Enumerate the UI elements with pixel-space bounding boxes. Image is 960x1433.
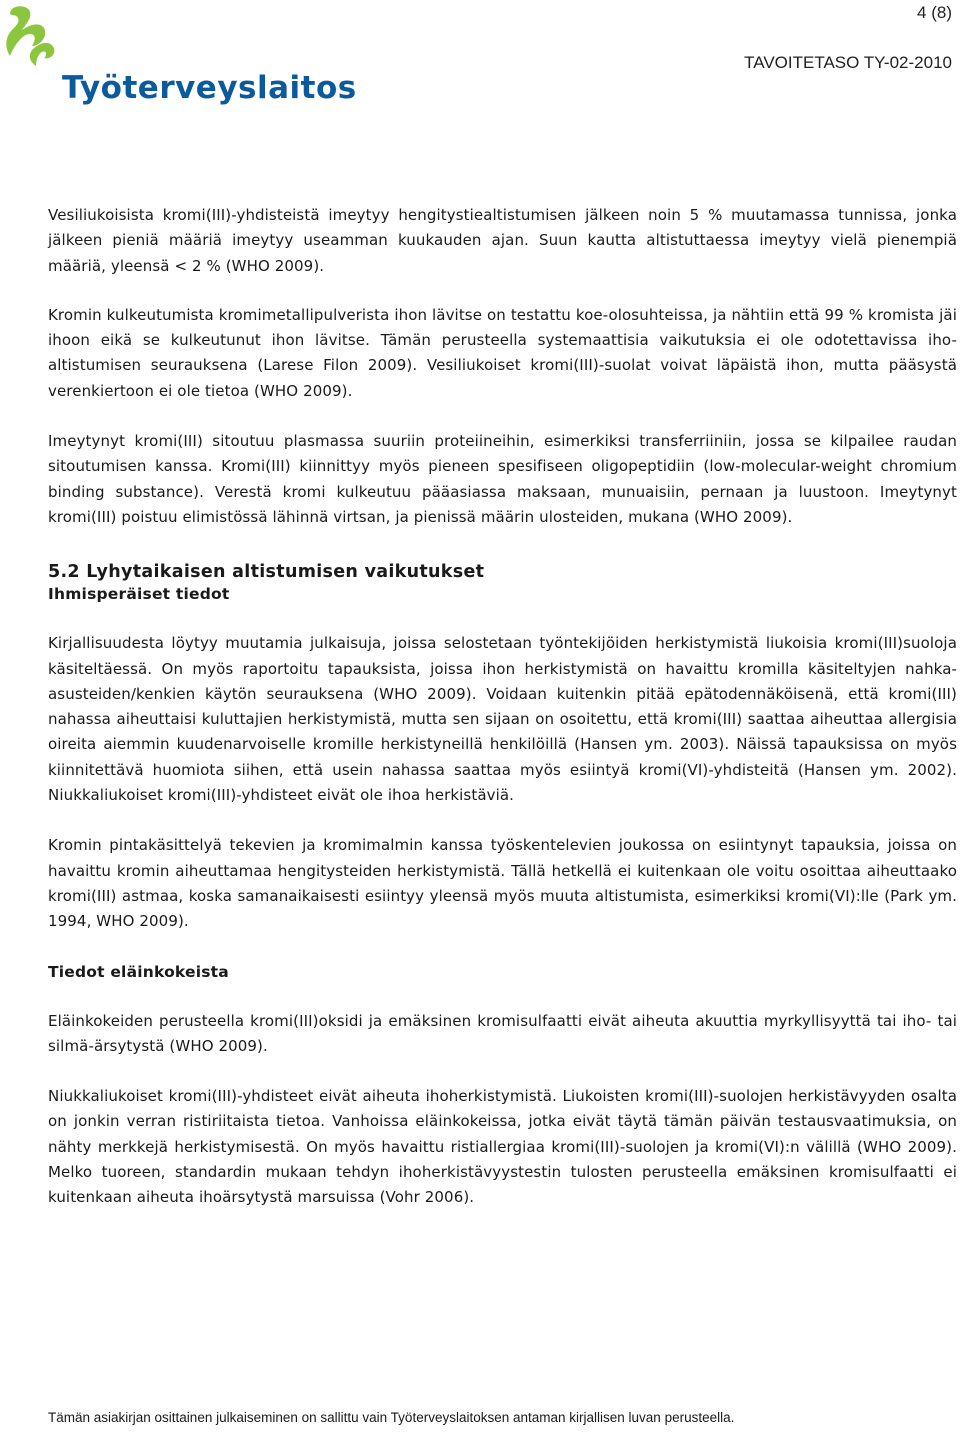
subheading-animal-data: Tiedot eläinkokeista (48, 962, 229, 981)
paragraph-skin-sensitization-animals: Niukkaliukoiset kromi(III)-yhdisteet eivät aiheuta ihoherkistymistä. Liukoisten kromi(III)-suolojen herkistävyyden osalta on jonkin verran ristiriitaista tietoa. Vanhoissa eläinkokeissa, jotka eivät täytä tämän päivän testausvaatimuksia, on nähty merkkejä herkistymisestä. On myös havaittu ristiallergiaa kromi(III)-suolojen ja kromi(VI):n välillä (WHO 2009). Melko tuoreen, standardin mukaan tehdyn ihoherkistävyystestin tulosten perusteella emäksinen kromisulfaatti ei kuitenkaan aiheuta ihoärsytystä marsuissa (Vohr 2006). (48, 1087, 957, 1207)
paragraph-absorption: Vesiliukoisista kromi(III)-yhdisteistä imeytyy hengitystiealtistumisen jälkeen noin 5 % muutamassa tunnissa, jonka jälkeen pieniä määriä imeytyy useamman kuukauden ajan. Suun kautta altistuttaessa imeytyy vielä pienempiä määriä, yleensä < 2 % (WHO 2009). (48, 206, 957, 275)
paragraph-skin-penetration: Kromin kulkeutumista kromimetallipulverista ihon lävitse on testattu koe-olosuhteissa, ja nähtiin että 99 % kromista jäi ihoon eikä se kulkeutunut ihon lävitse. Tämän perusteella systemaattisia vaikutuksia ei ole odotettavissa iho-altistumisen seurauksena (Larese Filon 2009). Vesiliukoiset kromi(III)-suolat voivat läpäistä ihon, mutta pääsystä verenkiertoon ei ole tietoa (WHO 2009). (48, 305, 957, 400)
paragraph-distribution: Imeytynyt kromi(III) sitoutuu plasmassa suuriin proteiineihin, esimerkiksi transferriiniin, jossa se kilpailee raudan sitoutumisen kanssa. Kromi(III) kiinnittyy myös pieneen spesifiseen oligopeptidiin (low-molecular-weight chromium binding substance). Verestä kromi kulkeutuu pääasiassa maksaan, munuaisiin, pernaan ja luustoon. Imeytynyt kromi(III) poistuu elimistössä lähinnä virtsan, ja pienissä määrin ulosteiden, mukana (WHO 2009). (48, 432, 957, 526)
logo-text: Työterveyslaitos (62, 70, 357, 106)
paragraph-sensitization: Kirjallisuudesta löytyy muutamia julkaisuja, joissa selostetaan työntekijöiden herkistymistä liukoisia kromi(III)suoloja käsiteltäessä. On myös raportoitu tapauksista, joissa ihon herkistymistä on havaittu kromilla käsiteltyjen nahka-asusteiden/kenkien käytön seurauksena (WHO 2009). Voidaan kuitenkin pitää epätodennäköisenä, että kromi(III) nahassa aiheuttaisi kuluttajien herkistymistä, mutta sen sijaan on osoitettu, että kromi(III) saattaa aiheuttaa allergisia oireita aiemmin kuudenarvoiselle kromille herkistyneillä henkilöillä (Hansen ym. 2003). Näissä tapauksissa on myös kiinnitettävä huomiota siihen, että usein nahassa saattaa myös esiintyä kromi(VI)-yhdisteitä (Hansen ym. 2002). Niukkaliukoiset kromi(III)-yhdisteet eivät ole ihoa herkistäviä. (48, 634, 957, 805)
document-body (48, 203, 957, 1211)
footer-notice: Tämän asiakirjan osittainen julkaiseminen on sallittu vain Työterveyslaitoksen antaman kirjallisen luvan perusteella. (48, 1410, 735, 1425)
page-number: 4 (8) (917, 3, 952, 22)
logo (2, 2, 357, 116)
document-code: TAVOITETASO TY-02-2010 (744, 53, 952, 72)
paragraph-respiratory: Kromin pintakäsittelyä tekevien ja kromimalmin kanssa työskentelevien joukossa on esiintynyt tapauksia, joissa on havaittu kromin aiheuttamaa hengitysteiden herkistymistä. Tällä hetkellä ei kuitenkaan ole voitu osoittaa aiheuttaako kromi(III) astmaa, koska samanaikaisesti esiintyy yleensä myös muuta altistumista, esimerkiksi kromi(VI):lle (Park ym. 1994, WHO 2009). (48, 836, 957, 931)
section-heading: 5.2 Lyhytaikaisen altistumisen vaikutukset (48, 562, 485, 583)
paragraph-acute-toxicity: Eläinkokeiden perusteella kromi(III)oksidi ja emäksinen kromisulfaatti eivät aiheuta akuuttia myrkyllisyyttä tai iho- tai silmä-ärsytystä (WHO 2009). (48, 1011, 957, 1055)
logo-mark-icon (2, 2, 357, 112)
subheading-human-data: Ihmisperäiset tiedot (48, 585, 230, 604)
